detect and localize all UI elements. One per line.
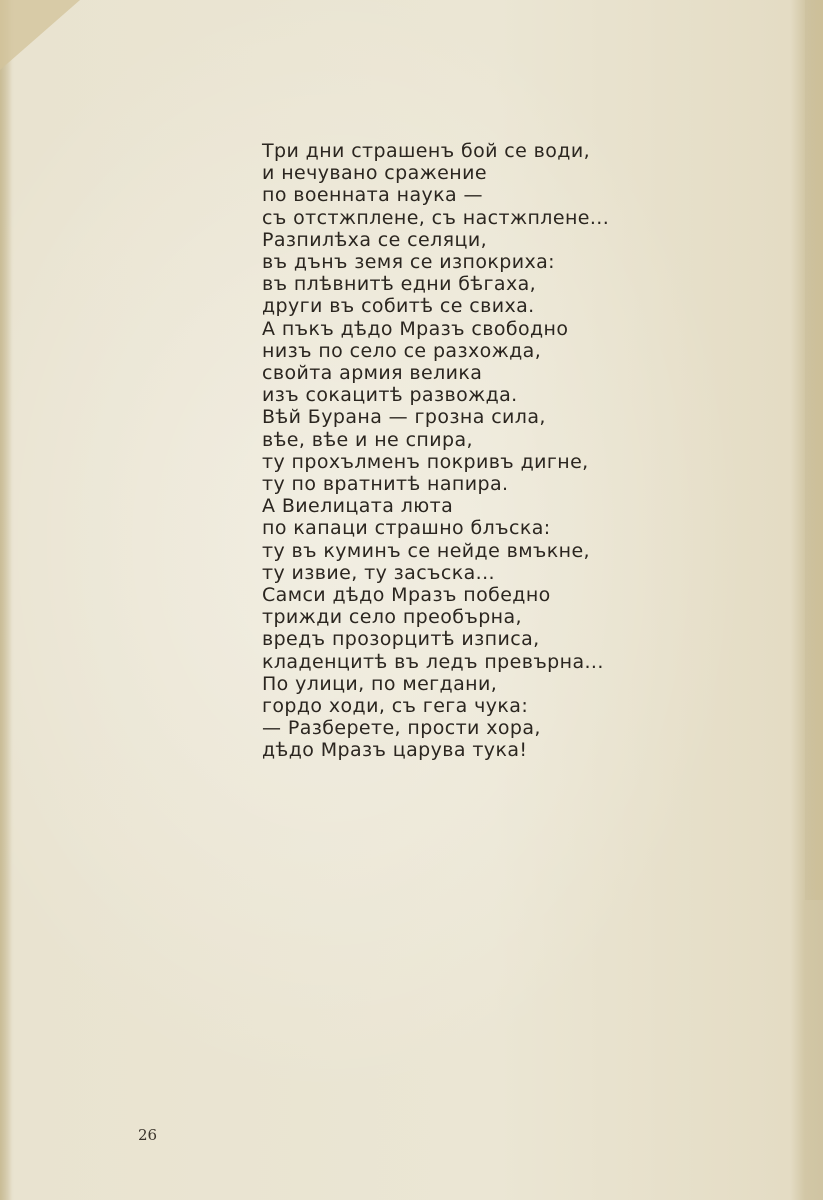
poem-line: кладенцитѣ въ ледъ превърна...	[262, 650, 604, 673]
poem-line: А пъкъ дѣдо Мразъ свободно	[262, 317, 569, 340]
poem-line: вѣе, вѣе и не спира,	[262, 428, 473, 451]
poem-line: въ дънъ земя се изпокриха:	[262, 251, 555, 274]
poem-line: Самси дѣдо Мразъ победно	[262, 584, 551, 607]
poem-line: по военната наука —	[262, 184, 483, 207]
page-left-edge	[0, 0, 12, 1200]
poem-line: низъ по село се разхожда,	[262, 339, 542, 362]
poem-line: свойта армия велика	[262, 362, 483, 385]
poem-line: по капаци страшно блъска:	[262, 517, 551, 540]
folded-corner	[0, 0, 80, 70]
poem-line: и нечувано сражение	[262, 162, 487, 185]
poem-line: Три дни страшенъ бой се води,	[262, 140, 591, 162]
poem-line: По улици, по мегдани,	[262, 672, 498, 695]
poem-line: трижди село преобърна,	[262, 606, 522, 629]
page-number: 26	[138, 1126, 158, 1144]
poem-line: изъ сокацитѣ развожда.	[262, 384, 518, 407]
poem-line: Разпилѣха се селяци,	[262, 228, 488, 251]
poem-text	[262, 140, 609, 762]
poem-line: въ плѣвнитѣ едни бѣгаха,	[262, 273, 537, 296]
poem-line: ту въ куминъ се нейде вмъкне,	[262, 539, 590, 562]
poem-line: Вѣй Бурана — грозна сила,	[262, 406, 546, 429]
poem-line: ту по вратнитѣ напира.	[262, 473, 509, 496]
poem-line: ту извие, ту засъска...	[262, 561, 495, 584]
poem-line: ту прохълменъ покривъ дигне,	[262, 450, 589, 473]
poem-line: — Разберете, прости хора,	[262, 717, 541, 740]
poem-line: вредъ прозорцитѣ изписа,	[262, 628, 540, 651]
poem-line: дѣдо Мразъ царува тука!	[262, 739, 528, 762]
poem-line: други въ собитѣ се свиха.	[262, 295, 535, 318]
poem-line: съ отстжплене, съ настжплене...	[262, 206, 610, 229]
poem-line: А Виелицата люта	[262, 495, 454, 518]
poem-line: гордо ходи, съ гега чука:	[262, 695, 529, 718]
page-right-edge	[805, 0, 823, 900]
